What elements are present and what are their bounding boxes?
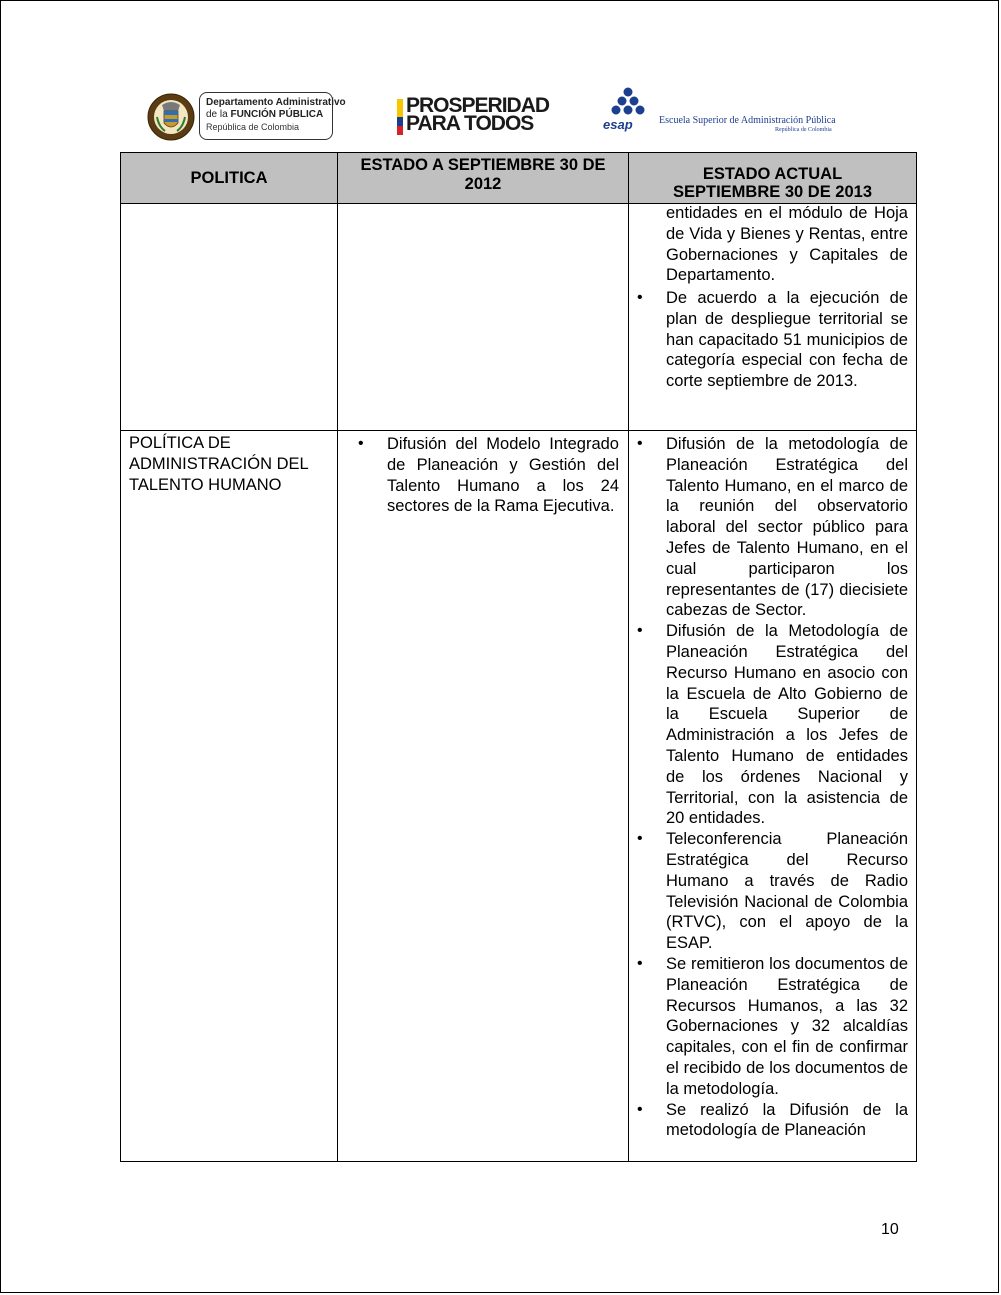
policy-name: POLÍTICA DE ADMINISTRACIÓN DEL TALENTO HUMANO [129,434,309,494]
column-header-estado-2013-line-2: SEPTIEMBRE 30 DE 2013 [673,183,872,201]
esap-dots-icon [601,87,655,133]
dafp-name-box [199,92,346,140]
list-item: • Difusión de la Metodología de Planeación Estratégica del Recurso Humano en asocio con la Escuela de Alto Gobierno de la Escuela Superior de Administración a los Jefes de Talento Humano de entidades de los órdenes Nacional y Territorial, con la asistencia de 20 entidades. [666,621,908,829]
row1-state-2013-list [666,288,908,392]
list-item: • Difusión de la metodología de Planeación Estratégica del Talento Humano, en el marco de la reunión del observatorio laboral del sector público para Jefes de Talento Humano, en el cual participaron los representantes de (17) diecisiete cabezas de Sector. [666,434,908,621]
row2-state-2012-list [387,434,619,517]
list-item: • Se realizó la Difusión de la metodología de Planeación [666,1100,908,1142]
list-item: • Se remitieron los documentos de Planeación Estratégica de Recursos Humanos, a las 32 Gobernaciones y 32 alcaldías capitales, con el fin de confirmar el recibido de los documentos de la metodología. [666,954,908,1100]
prosperidad-text [406,94,550,135]
column-header-politica [121,153,337,203]
row1-continuation-text: entidades en el módulo de Hoja de Vida y Bienes y Rentas, entre Gobernaciones y Capitales de Departamento. [666,204,908,285]
esap-name: Escuela Superior de Administración Pública [659,115,836,126]
prosperidad-logo [397,94,557,137]
esap-subtitle: República de Colombia [775,127,832,133]
svg-text:esap: esap [603,117,633,132]
dafp-line-2-bold: FUNCIÓN PÚBLICA [230,109,324,120]
colombia-coat-of-arms-icon [147,91,195,143]
esap-logo [601,87,841,139]
list-item: • Difusión del Modelo Integrado de Planeación y Gestión del Talento Humano a los 24 sectores de la Rama Ejecutiva. [387,434,619,517]
column-header-estado-2013 [629,153,916,203]
column-header-estado-2013-line-1: ESTADO ACTUAL [702,165,843,183]
row-divider [121,430,916,431]
dafp-line-2 [206,109,332,121]
row2-state-2013-list [666,434,908,1141]
policy-status-table [120,152,917,1162]
column-header-estado-2012-line-2: 2012 [464,175,502,193]
page-number: 10 [881,1221,899,1238]
list-item: • Teleconferencia Planeación Estratégica del Recurso Humano a través de Radio Televisión Nacional de Colombia (RTVC), con el apoyo de la ESAP. [666,829,908,954]
dafp-line-3: República de Colombia [206,122,300,132]
dafp-line-1: Departamento Administrativo [206,97,346,108]
list-item: • De acuerdo a la ejecución de plan de despliegue territorial se han capacitado 51 municipios de categoría especial con fecha de corte septiembre de 2013. [666,288,908,392]
dafp-line-2-prefix: de la [206,109,231,120]
column-header-politica-label: POLITICA [190,168,268,187]
column-divider [337,153,338,1161]
column-divider [628,153,629,1161]
column-header-estado-2012-line-1: ESTADO A SEPTIEMBRE 30 DE [360,156,606,174]
prosperidad-line-1: PROSPERIDAD [406,94,550,117]
prosperidad-line-2: PARA TODOS [406,112,534,135]
column-header-estado-2012 [338,153,628,203]
dafp-logo [147,91,346,143]
colombia-flag-icon [397,99,403,135]
